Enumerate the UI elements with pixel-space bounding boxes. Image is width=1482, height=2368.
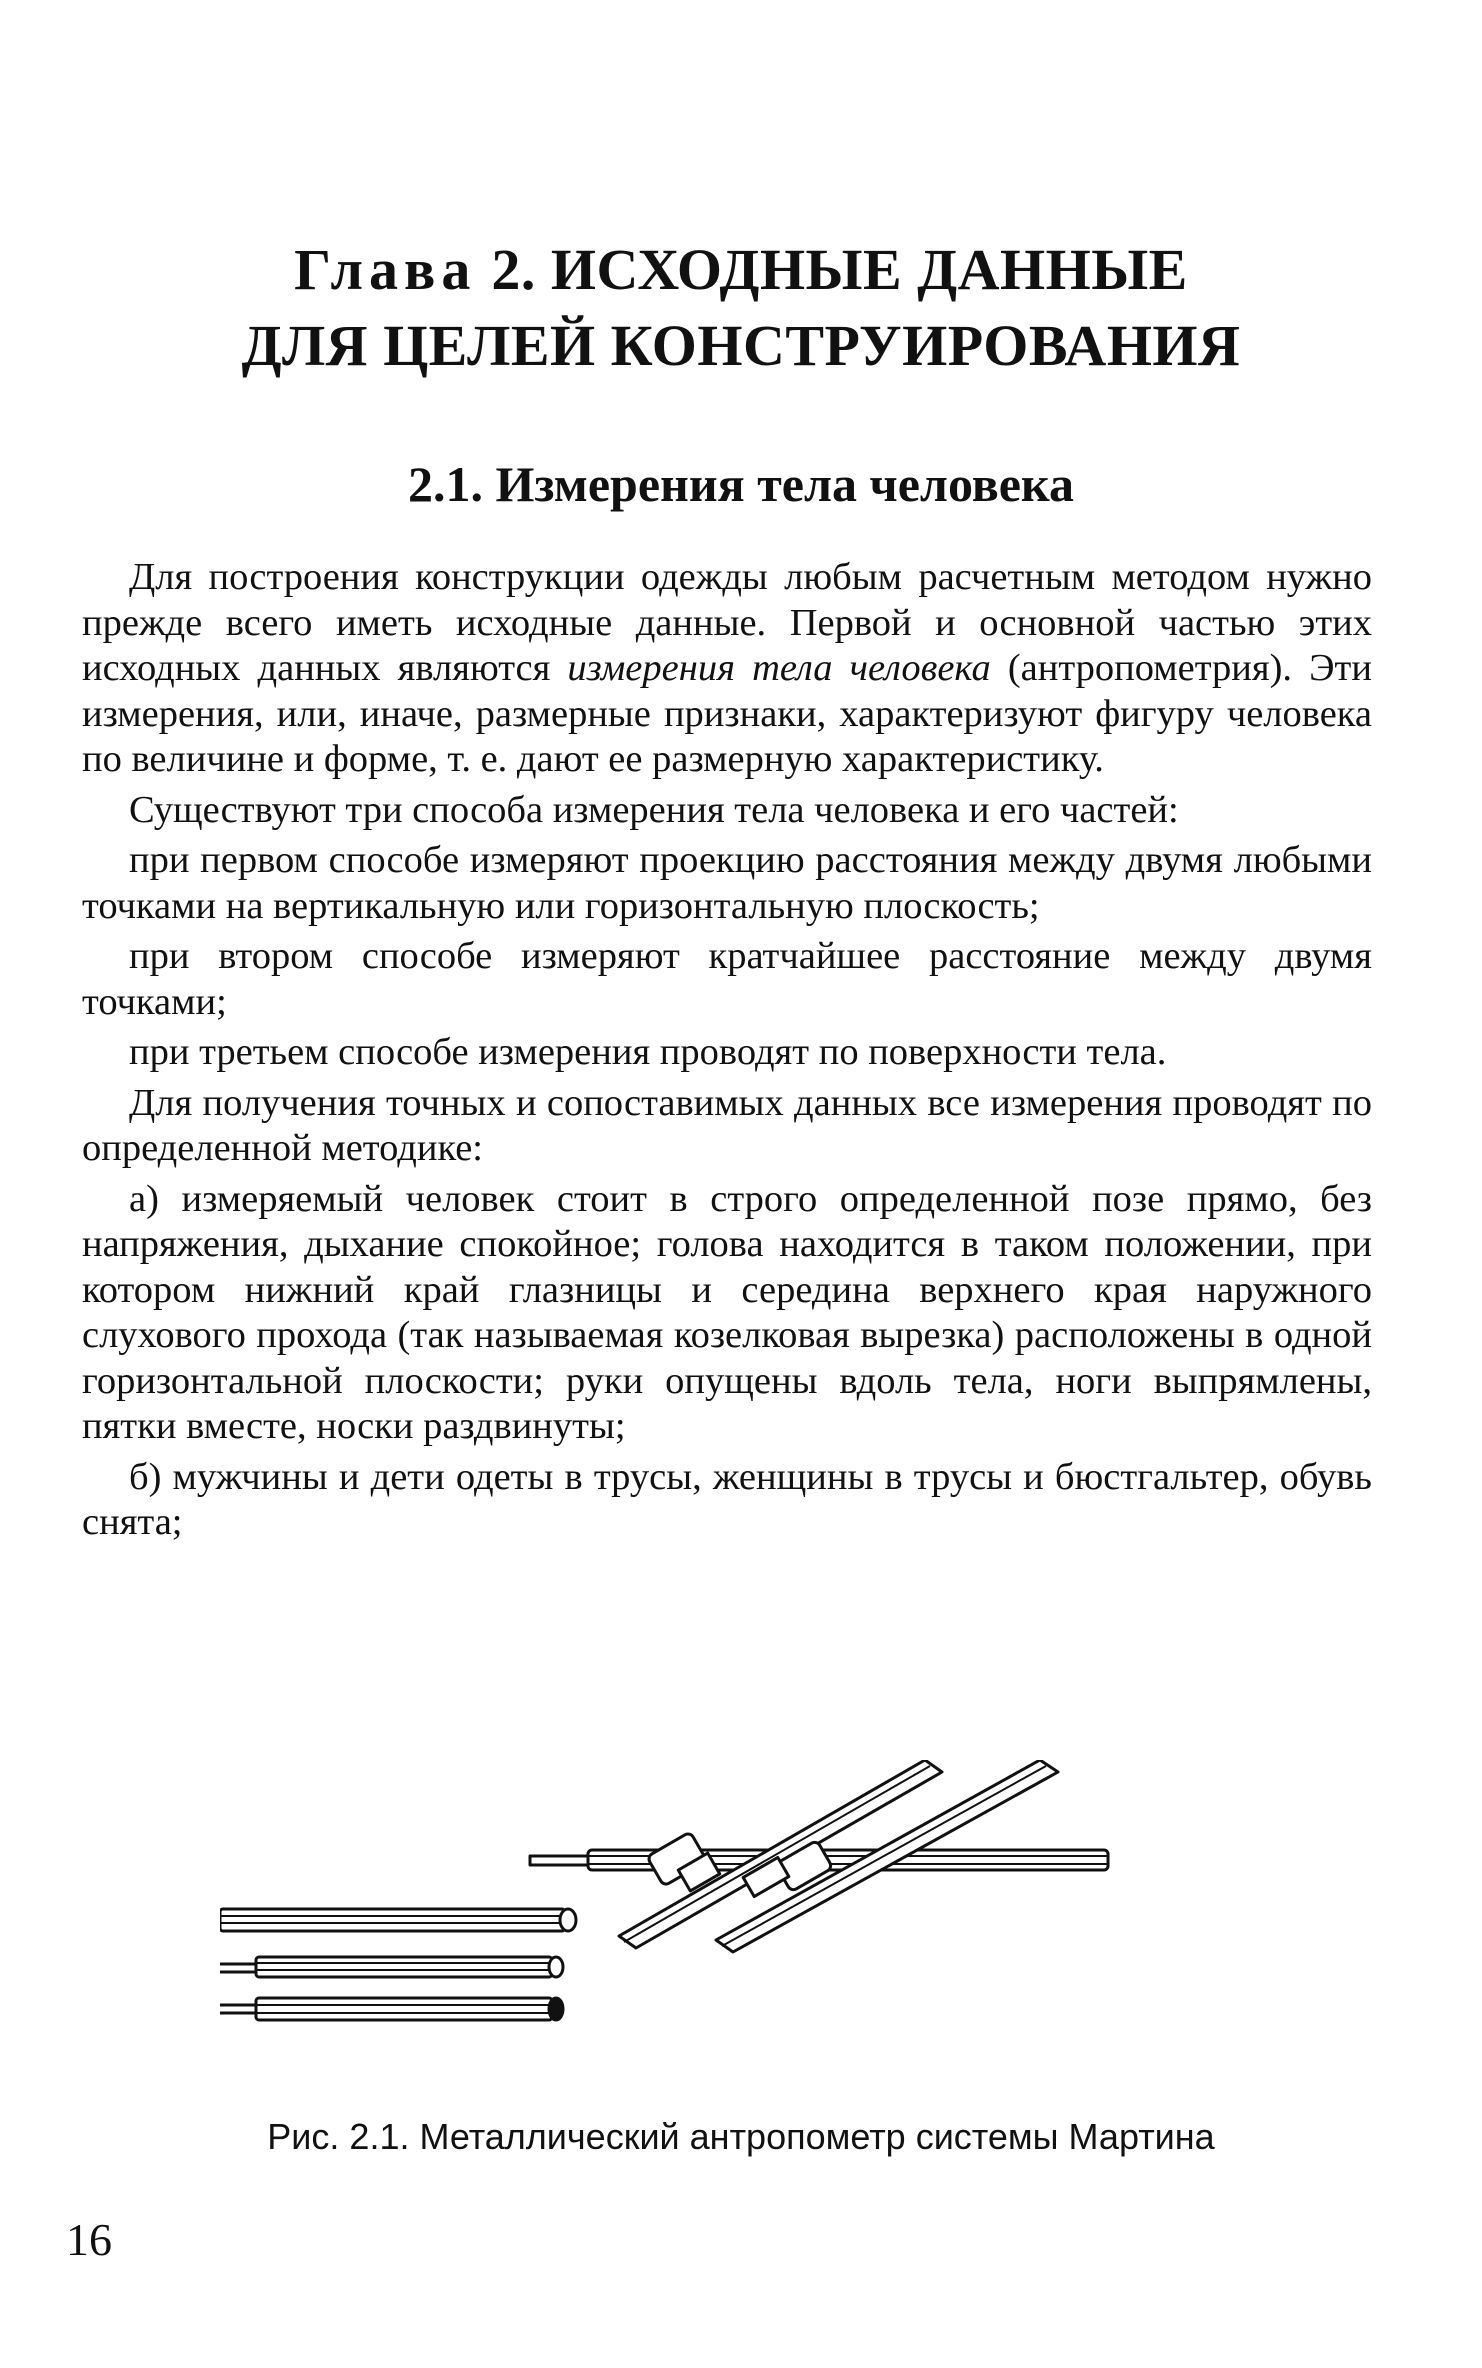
paragraph-4: при втором способе измеряют кратчайшее расстояние между двумя точками; xyxy=(82,935,1372,1023)
paragraph-7: а) измеряемый человек стоит в строго определенной позе прямо, без напряжения, дыхание спокойное; голова находится в таком положении, при котором нижний край глазницы и середина верхнего края наружного слухового прохода (так называемая козелковая вырезка) расположены в одной горизонтальной плоскости; руки опущены вдоль тела, ноги выпрямлены, пятки вместе, носки раздвинуты; xyxy=(82,1177,1372,1447)
paragraph-2: Существуют три способа измерения тела человека и его частей: xyxy=(129,788,1179,831)
page-number: 16 xyxy=(66,2214,112,2265)
paragraph-1-start: Для построения конструкции одежды любым расчетным методом нужно прежде всего иметь исходные данные. Первой и основной частью этих исходных данных являются xyxy=(82,556,1372,689)
loose-rod-1 xyxy=(220,1909,576,1931)
loose-rod-2 xyxy=(220,1957,563,1977)
paragraph-8: б) мужчины и дети одеты в трусы, женщины в трусы и бюстгальтер, обувь снята; xyxy=(82,1455,1372,1543)
chapter-title xyxy=(0,232,1482,384)
paragraph-1-end: (антропометрия). Эти измерения, или, иначе, размерные признаки, характеризуют фигуру человека по величине и форме, т. е. дают ее размерную характеристику. xyxy=(82,647,1372,780)
chapter-prefix: Глава xyxy=(294,237,477,302)
anthropometer-illustration xyxy=(220,1760,1260,2060)
paragraph-3: при первом способе измеряют проекцию расстояния между двумя любыми точками на вертикальную или горизонтальную плоскость; xyxy=(82,839,1372,927)
chapter-number: 2. xyxy=(491,237,536,302)
paragraph-6: Для получения точных и сопоставимых данных все измерения проводят по определенной методике: xyxy=(82,1081,1372,1169)
paragraph-1-italic-term: измерения тела человека xyxy=(567,647,991,689)
body-text xyxy=(82,555,1372,1551)
rod-tip xyxy=(530,1856,590,1865)
paragraph-1 xyxy=(82,555,1372,783)
figure-caption: Рис. 2.1. Металлический антропометр системы Мартина xyxy=(267,2116,1215,2157)
chapter-title-line-1 xyxy=(0,232,1482,308)
section-title: 2.1. Измерения тела человека xyxy=(408,456,1074,512)
chapter-title-line-2: ДЛЯ ЦЕЛЕЙ КОНСТРУИРОВАНИЯ xyxy=(241,313,1241,378)
paragraph-5: при третьем способе измерения проводят по поверхности тела. xyxy=(129,1031,1167,1073)
loose-rod-3 xyxy=(220,1998,563,2020)
chapter-title-text-1: ИСХОДНЫЕ ДАННЫЕ xyxy=(550,237,1188,302)
